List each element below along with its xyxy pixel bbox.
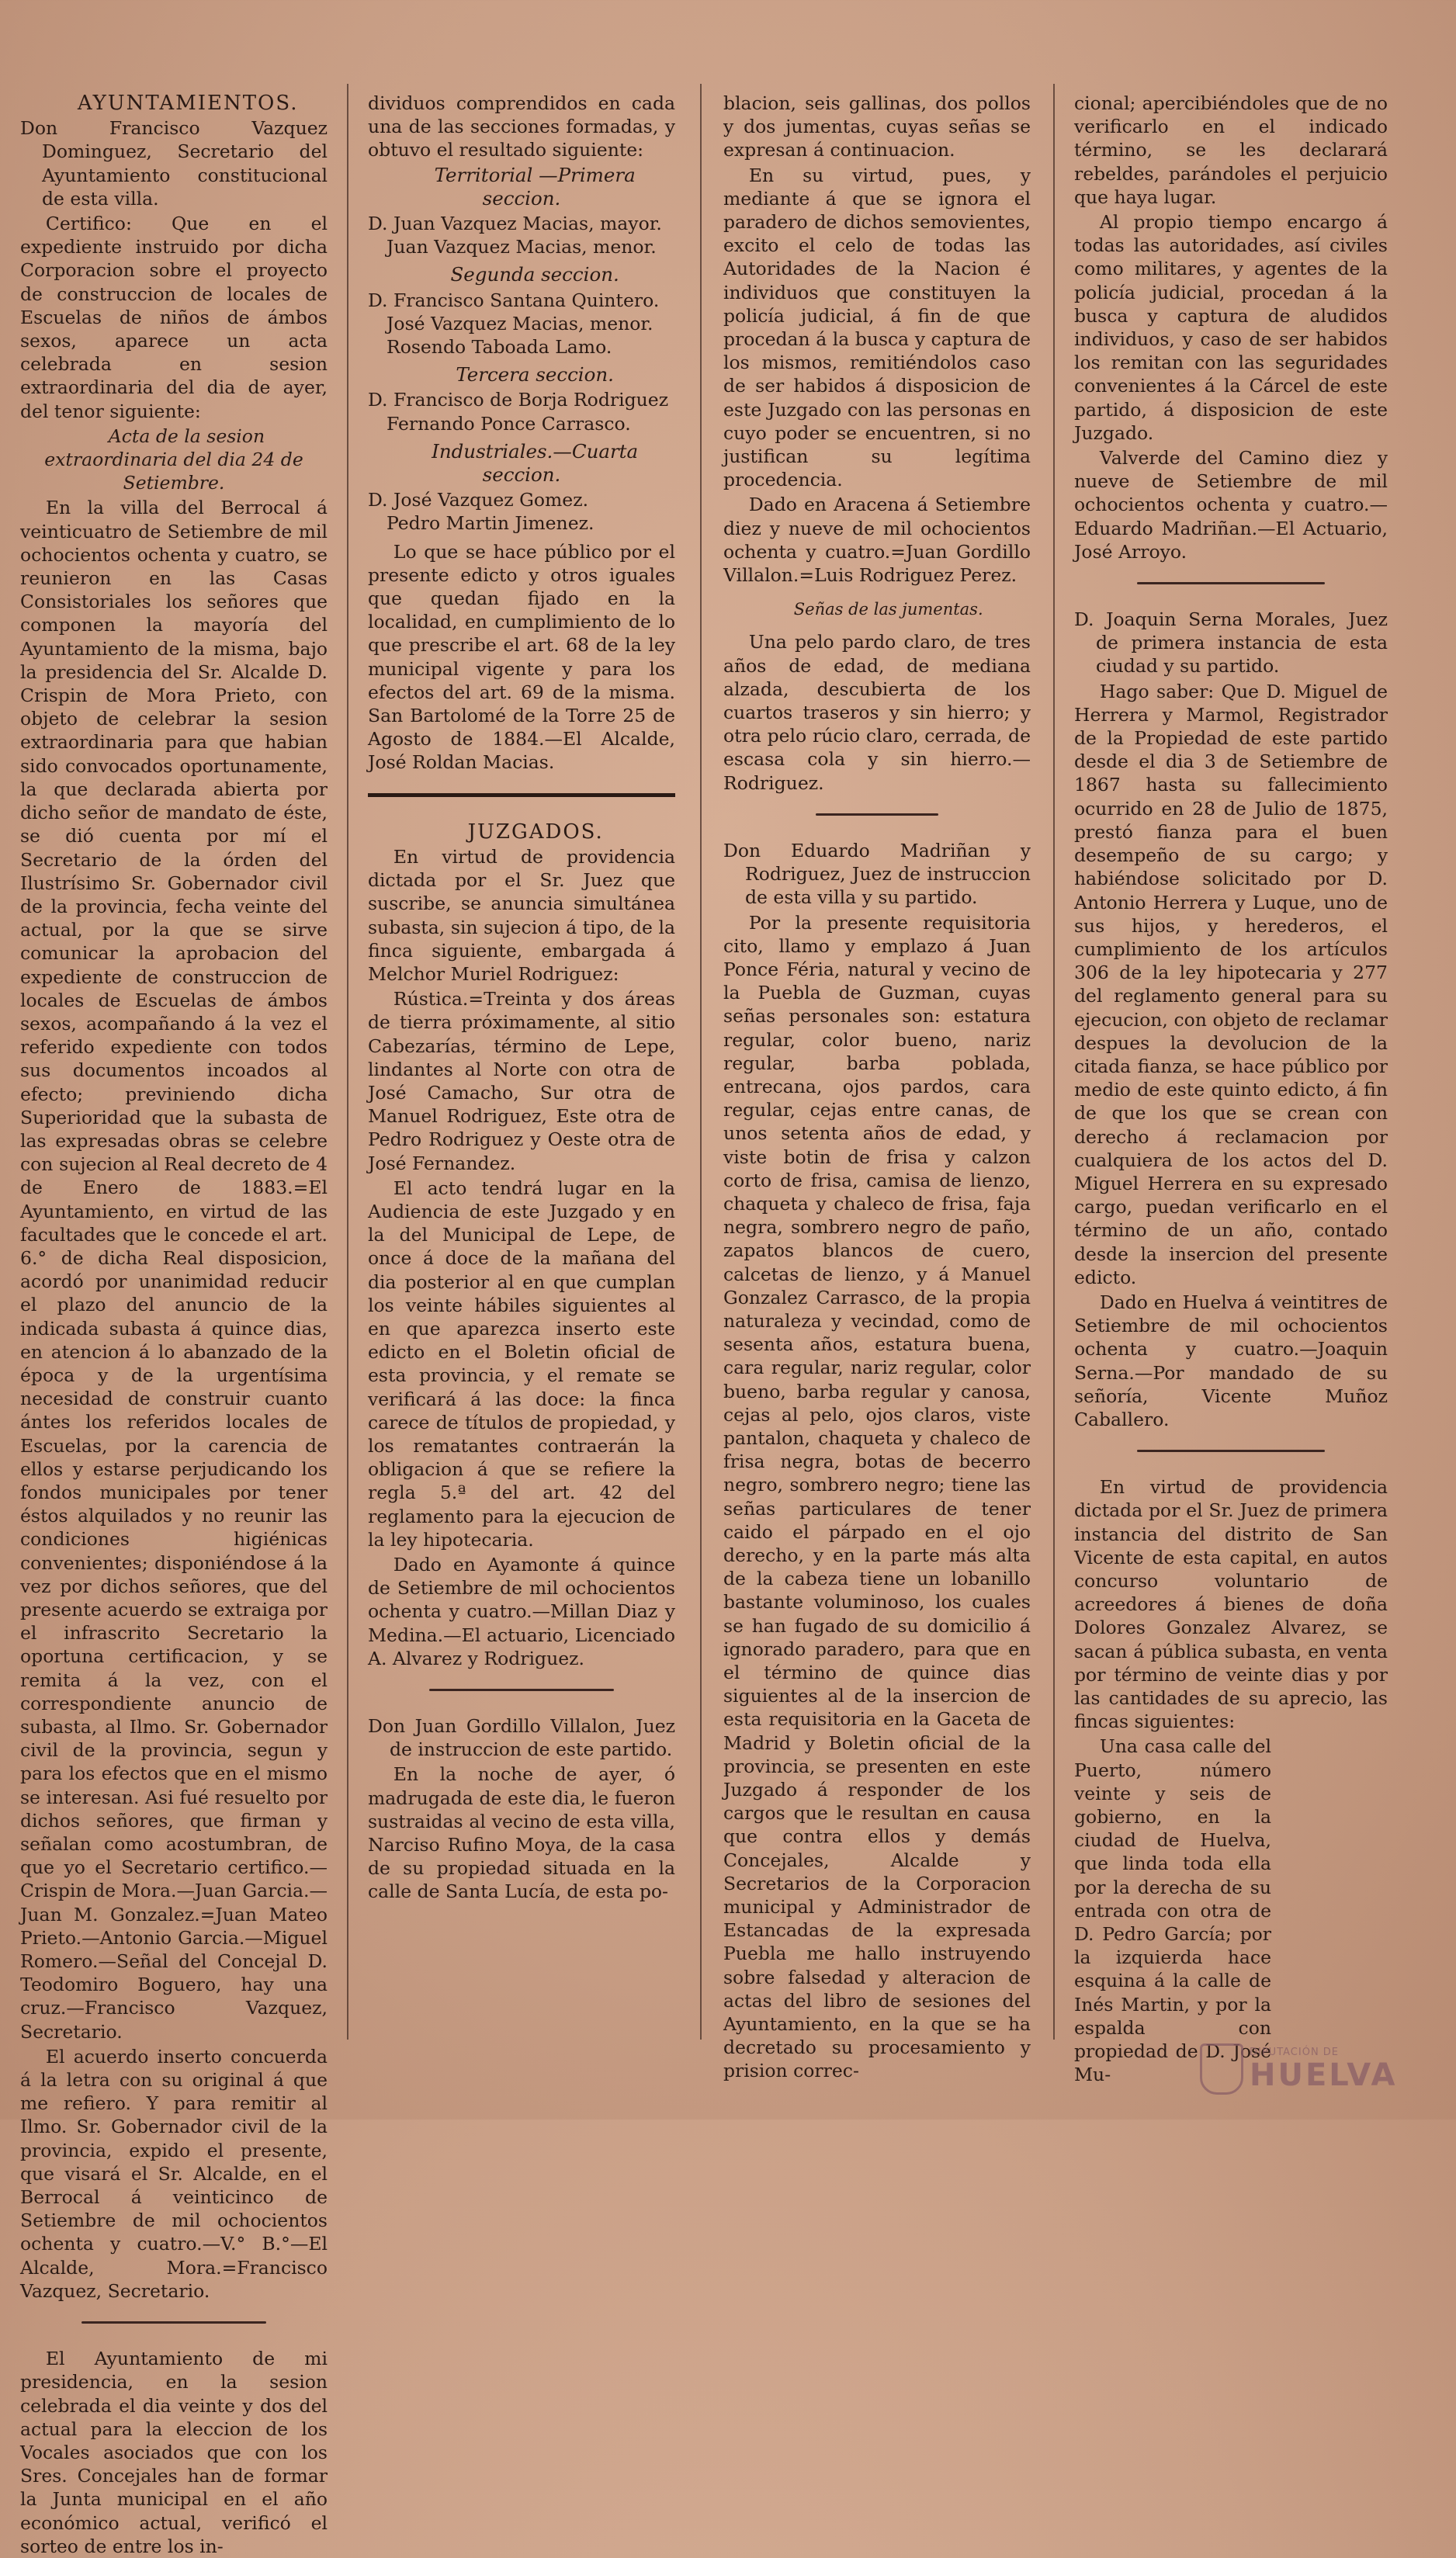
name-entry: Juan Vazquez Macias, menor. xyxy=(387,236,657,258)
gordillo-text: En la noche de ayer, ó madrugada de este dia, le fueron sustraidas al vecino de esta villa, Narciso Rufino Moya, de la casa de su propiedad situada en la calle de Santa Lucía, de esta po- xyxy=(368,1763,675,1903)
seal-icon xyxy=(1200,2043,1243,2095)
dado-text: Dado en Aracena á Setiembre diez y nueve de mil ochocientos ochenta y cuatro.=Juan Gordillo Villalon.=Luis Rodriguez Perez. xyxy=(723,494,1031,587)
madrinan-text: Por la presente requisitoria cito, llamo y emplazo á Juan Ponce Féria, natural y vecino de la Puebla de Guzman, cuyas señas personales son: estatura regular, color bueno, nariz regular, barba poblada, entrecana, ojos pardos, cara regular, cejas entre canas, de unos setenta años de edad, y viste botin de frisa y calzon corto de frisa, camisa de lienzo, chaqueta y chaleco de frisa, faja negra, sombrero negro de paño, zapatos blancos de cuero, calcetas de lienzo, y á Manuel Gonzalez Carrasco, de la propia naturaleza y vecindad, como de sesenta años, estatura buena, cara regular, nariz regular, color bueno, barba regular y canosa, cejas al pelo, ojos claros, viste pantalon, chaqueta y chaleco de frisa negra, botas de becerro negro, sombrero negro; tiene las señas particulares de tener caido el párpado en el ojo derecho, y en la parte más alta de la cabeza tiene un lobanillo bastante voluminoso, los cuales se han fugado de su domicilio á ignorado paradero, para que en el término de quince dias siguientes al de la insercion de esta requisitoria en la Gaceta de Madrid y Boletin oficial de la provincia, se presenten en este Juzgado á responder de los cargos que le resultan en causa que contra ellos y demás Concejales, Alcalde y Secretarios de la Corporacion municipal y Administrador de Estancadas de la expresada Puebla me hallo instruyendo sobre falsedad y alteracion de actas del libro de sesiones del Ayuntamiento, en la que se ha decretado su procesamiento y prision correc- xyxy=(723,911,1031,2082)
section-title-2: Segunda seccion. xyxy=(450,263,619,286)
continued-text: dividuos comprendidos en cada una de las secciones formadas, y obtuvo el resultado siguiente: xyxy=(368,92,675,161)
continued-text: blacion, seis gallinas, dos pollos y dos jumentas, cuyas señas se expresan á continuacion. xyxy=(723,92,1031,161)
acuerdo-text: El acuerdo inserto concuerda á la letra con su original á que me refiero. Y para remitir al Ilmo. Sr. Gobernador civil de la provincia, expido el presente, que visará el Sr. Alcalde, en el Berrocal á veinticinco de Setiembre de mil ochocientos ochenta y cuatro.—V.° B.°—El Alcalde, Mora.=Francisco Vazquez, Secretario. xyxy=(20,2045,328,2302)
watermark-line2: HUELVA xyxy=(1250,2057,1398,2093)
serna-heading: D. Joaquin Serna Morales, Juez de primera instancia de esta ciudad y su partido. xyxy=(1074,608,1388,678)
virtud-text: En virtud de providencia dictada por el Sr. Juez de primera instancia del distrito de San Vicente de esta capital, en autos concurso voluntario de acreedores á bienes de doña Dolores Gonzalez Alvarez, se sacan á pública subasta, en venta por término de veinte dias y por las cantidades de su aprecio, las fincas siguientes: xyxy=(1074,1476,1388,1733)
column-1 xyxy=(20,92,328,2557)
acta-body: En la villa del Berrocal á veinticuatro de Setiembre de mil ochocientos ochenta y cuatro, se reunieron en las Casas Consistoriales los señores que componen la mayoría del Ayuntamiento de la misma, bajo la presidencia del Sr. Alcalde D. Crispin de Mora Prieto, con objeto de celebrar la sesion extraordinaria para que habian sido convocados oportunamente, la que declarada abierta por dicho señor de mandato de éste, se dió cuenta por mí el Secretario de la órden del Ilustrísimo Sr. Gobernador civil de la provincia, fecha veinte del actual, por la que se sirve comunicar la aprobacion del expediente de construccion de locales de Escuelas de ámbos sexos, acompañando á la vez el referido expediente con todos sus documentos incoados al efecto; previniendo dicha Superioridad que la subasta de las expresadas obras se celebre con sujecion al Real decreto de 4 de Enero de 1883.=El Ayuntamiento, en virtud de las facultades que le concede el art. 6.° de dicha Real disposicion, acordó por unanimidad reducir el plazo del anuncio de la indicada subasta á quince dias, en atencion á lo abanzado de la época y de la urgentísima necesidad de construir cuanto ántes los referidos locales de Escuelas, por la carencia de ellos y estarse perjudicando los fondos municipales por tener éstos alquilados y no reunir las condiciones higiénicas convenientes; disponiéndose á la vez por dichos señores, que del presente acuerdo se extraiga por el infrascrito Secretario la oportuna certificacion, y se remita á la vez, con el correspondiente anuncio de subasta, al Ilmo. Sr. Gobernador civil de la provincia, segun y para los efectos que en el mismo se interesan. Asi fué resuelto por dichos señores, que firman y señalan como acostumbran, de que yo el Secretario certifico.—Crispin de Mora.—Juan Garcia.—Juan M. Gonzalez.=Juan Mateo Prieto.—Antonio Garcia.—Miguel Romero.—Señal del Concejal D. Teodomiro Boguero, hay una cruz.—Francisco Vazquez, Secretario. xyxy=(20,497,328,2043)
column-2 xyxy=(368,92,675,2040)
senas-title: Señas de las jumentas. xyxy=(793,600,983,619)
senas-text: Una pelo pardo claro, de tres años de edad, de mediana alzada, descubierta de los cuartos traseros y sin hierro; y otra pelo rúcio claro, cerrada, de escasa cola y sin hierro.—Rodriguez. xyxy=(723,631,1031,794)
gordillo-heading: Don Juan Gordillo Villalon, Juez de instruccion de este partido. xyxy=(368,1715,675,1761)
divider xyxy=(429,1689,614,1691)
name-entry: Pedro Martin Jimenez. xyxy=(387,512,595,535)
section-heading-juzgados: JUZGADOS. xyxy=(467,820,604,844)
certification-text: Certifico: Que en el expediente instruido por dicha Corporacion sobre el proyecto de construccion de locales de Escuelas de niños de ámbos sexos, aparece un acta celebrada en sesion extraordinaria del dia de ayer, del tenor siguiente: xyxy=(20,213,328,422)
divider xyxy=(816,813,938,816)
watermark-line1: DIPUTACIÓN DE xyxy=(1250,2047,1340,2058)
continued-text: cional; apercibiéndoles que de no verificarlo en el indicado término, se les declarará rebeldes, parándoles el perjuicio que haya lugar. xyxy=(1074,92,1388,208)
section-divider xyxy=(368,793,675,797)
column-rule xyxy=(347,84,348,2040)
divider xyxy=(1137,1450,1325,1452)
names-list-3 xyxy=(368,388,675,435)
column-rule xyxy=(700,84,702,2040)
name-entry: D. Francisco de Borja Rodriguez xyxy=(368,389,669,411)
section-title-3: Tercera seccion. xyxy=(456,363,614,386)
acta-title: Acta de la sesion extraordinaria del dia 24 de Setiembre. xyxy=(44,425,303,494)
name-entry: D. Juan Vazquez Macias, mayor. xyxy=(368,213,662,235)
casa-text: Una casa calle del Puerto, número veinte y seis de gobierno, en la ciudad de Huelva, que linda toda ella por la derecha de su entrada con otra de D. Pedro García; por la izquierda hace esquina á la calle de Inés Martin, y por la espalda con propiedad de D. José Mu- xyxy=(1074,1735,1271,2086)
subasta-text: En virtud de providencia dictada por el Sr. Juez que suscribe, se anuncia simultánea subasta, sin sujecion á tipo, de la finca siguiente, embargada á Melchor Muriel Rodriguez: xyxy=(368,845,675,985)
publico-text: Lo que se hace público por el presente edicto y otros iguales que quedan fijado en la localidad, en cumplimiento de lo que prescribe el art. 68 de la ley municipal vigente y para los efectos del art. 69 de la misma. San Bartolomé de la Torre 25 de Agosto de 1884.—El Alcalde, José Roldan Macias. xyxy=(368,540,675,774)
acto-text: El acto tendrá lugar en la Audiencia de este Juzgado y en la del Municipal de Lepe, de once á doce de la mañana del dia posterior al en que cumplan los veinte hábiles siguientes al en que aparezca inserto este edicto en el Boletin oficial de esta provincia, y el remate se verificará á las doce: la finca carece de títulos de propiedad, y los rematantes contraerán la obligacion á que se refiere la regla 5.ª del art. 42 del reglamento para la ejecucion de la ley hipotecaria. xyxy=(368,1177,675,1551)
section-title-4: Industriales.—Cuarta seccion. xyxy=(432,439,639,487)
virtud-text: En su virtud, pues, y mediante á que se ignora el paradero de dichos semovientes, excito el celo de todas las Autoridades de la Nacion é individuos que constituyen la policía judicial, á fin de que procedan á la busca y captura de los mismos, remitiéndolos caso de ser habidos á disposicion de este Juzgado con las personas en cuyo poder se encuentren, si no justifican su legítima procedencia. xyxy=(723,164,1031,491)
watermark-logo xyxy=(1200,2042,1402,2096)
dado-text: Dado en Ayamonte á quince de Setiembre de mil ochocientos ochenta y cuatro.—Millan Diaz y Medina.—El actuario, Licenciado A. Alvarez y Rodriguez. xyxy=(368,1553,675,1669)
section-heading-ayuntamientos: AYUNTAMIENTOS. xyxy=(77,92,299,115)
divider xyxy=(81,2321,266,2324)
names-list-2 xyxy=(368,289,675,359)
name-entry: Fernando Ponce Carrasco. xyxy=(387,412,631,435)
name-entry: D. José Vazquez Gomez. xyxy=(368,489,589,511)
encargo-text: Al propio tiempo encargo á todas las autoridades, así civiles como militares, y agentes de la policía judicial, procedan á la busca y captura de aludidos individuos, y caso de ser habidos los remitan con las seguridades convenientes á la Cárcel de este partido, á disposicion de este Juzgado. xyxy=(1074,211,1388,444)
names-list-1 xyxy=(368,212,675,258)
hago-saber-text: Hago saber: Que D. Miguel de Herrera y Marmol, Registrador de la Propiedad de este partido desde el dia 3 de Setiembre de 1867 hasta su fallecimiento ocurrido en 28 de Julio de 1875, prestó fianza para el buen desempeño de su cargo; y habiéndose solicitado por D. Antonio Herrera y Luque, uno de sus hijos, y herederos, el cumplimiento de los artículos 306 de la ley hipotecaria y 277 del reglamento general para su ejecucion, con objeto de reclamar despues la devolucion de la citada fianza, se hace público por medio de este quinto edicto, á fin de que los que se crean con derecho á reclamacion por cualquiera de los actos del D. Miguel Herrera en su expresado cargo, puedan verificarlo en el término de un año, contado desde la insercion del presente edicto. xyxy=(1074,680,1388,1288)
names-list-4 xyxy=(368,488,675,535)
divider xyxy=(1137,582,1325,584)
notice-intro: Don Francisco Vazquez Dominguez, Secretario del Ayuntamiento constitucional de esta villa. xyxy=(20,117,328,210)
column-rule xyxy=(1053,84,1055,2040)
column-3 xyxy=(723,92,1031,2082)
dado-text-2: Dado en Huelva á veintitres de Setiembre de mil ochocientos ochenta y cuatro.—Joaquin Serna.—Por mandado de su señoría, Vicente Muñoz Caballero. xyxy=(1074,1291,1388,1430)
ayuntamiento-text: El Ayuntamiento de mi presidencia, en la sesion celebrada el dia veinte y dos del actual para la eleccion de los Vocales asociados que con los Sres. Concejales han de formar la Junta municipal en el año económico actual, verificó el sorteo de entre los in- xyxy=(20,2348,328,2557)
section-title-1: Territorial —Primera seccion. xyxy=(434,163,636,210)
madrinan-heading: Don Eduardo Madriñan y Rodriguez, Juez de instruccion de esta villa y su partido. xyxy=(723,839,1031,909)
rustica-text: Rústica.=Treinta y dos áreas de tierra próximamente, al sitio Cabezarías, término de Lepe, lindantes al Norte con otra de José Camacho, Sur otra de Manuel Rodriguez, Este otra de Pedro Rodriguez y Oeste otra de José Fernandez. xyxy=(368,988,675,1174)
dado-text: Valverde del Camino diez y nueve de Setiembre de mil ochocientos ochenta y cuatro.—Eduardo Madriñan.—El Actuario, José Arroyo. xyxy=(1074,447,1388,563)
name-entry: D. Francisco Santana Quintero. xyxy=(368,289,660,311)
name-entry: José Vazquez Macias, menor. xyxy=(387,312,653,334)
name-entry: Rosendo Taboada Lamo. xyxy=(387,336,612,359)
